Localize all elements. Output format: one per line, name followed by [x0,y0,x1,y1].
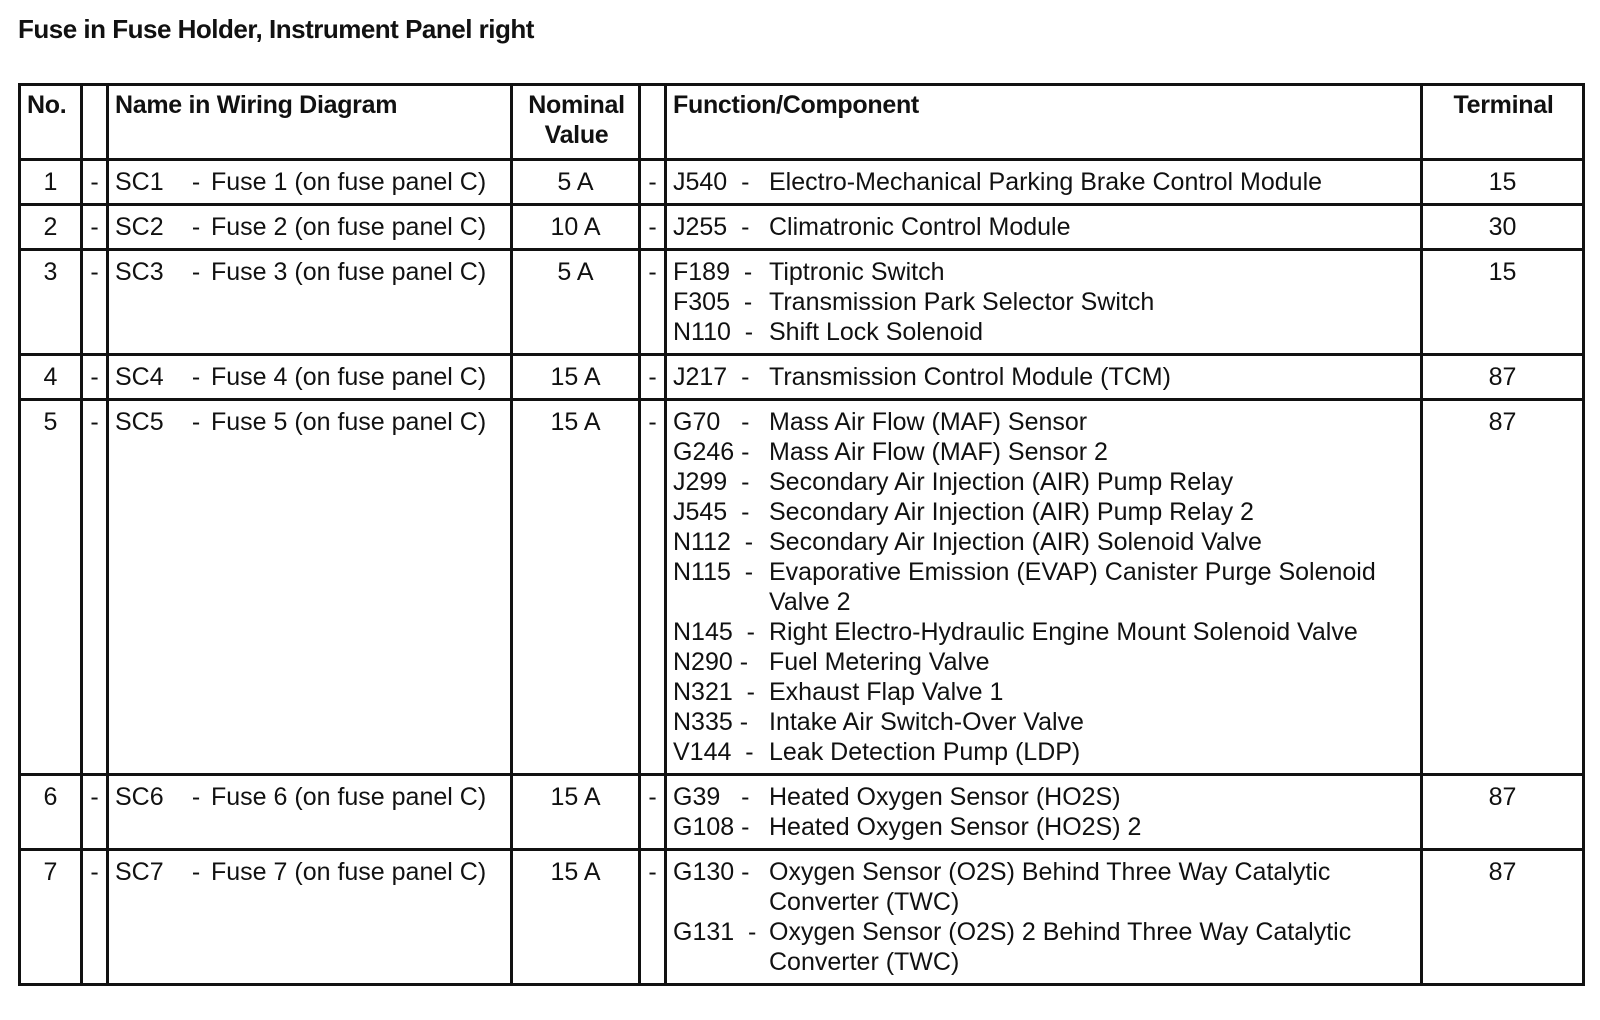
component-line [673,212,1420,242]
header-name: Name in Wiring Diagram [108,85,512,160]
wiring-name [108,400,512,775]
component-description: Exhaust Flap Valve 1 [769,678,1004,706]
component-line [673,617,1420,647]
nominal-value: 15 A [512,400,640,775]
component-description: Evaporative Emission (EVAP) Canister Purge Solenoid Valve 2 [769,558,1376,616]
component-code: N115 - [673,558,754,586]
component-code: J299 - [673,468,750,496]
component-line [673,317,1420,347]
function-component [666,355,1422,400]
terminal: 87 [1422,355,1584,400]
component-description: Shift Lock Solenoid [769,318,984,346]
component-description: Secondary Air Injection (AIR) Pump Relay [769,468,1234,496]
table-row [20,850,1584,985]
fuse-name: Fuse 5 (on fuse panel C) [211,408,487,436]
component-description: Oxygen Sensor (O2S) Behind Three Way Catalytic Converter (TWC) [769,858,1331,916]
fuse-name: Fuse 1 (on fuse panel C) [211,168,487,196]
component-line [673,677,1420,707]
wiring-name [108,355,512,400]
terminal: 15 [1422,160,1584,205]
component-code: J255 - [673,213,750,241]
table-row [20,205,1584,250]
fuse-name: Fuse 3 (on fuse panel C) [211,258,487,286]
dash-cell: - [640,205,666,250]
function-component [666,850,1422,985]
component-code: N335 - [673,708,749,736]
component-code: F305 - [673,288,753,316]
component-line [673,707,1420,737]
dash-cell: - [640,160,666,205]
fuse-name: Fuse 2 (on fuse panel C) [211,213,487,241]
component-description: Heated Oxygen Sensor (HO2S) 2 [769,813,1142,841]
component-description: Secondary Air Injection (AIR) Solenoid Valve [769,528,1262,556]
header-row [20,85,1584,160]
dash-cell: - [640,400,666,775]
nominal-value: 15 A [512,355,640,400]
table-row [20,400,1584,775]
component-description: Right Electro-Hydraulic Engine Mount Solenoid Valve [769,618,1358,646]
separator: - [191,783,201,811]
component-code: G108 - [673,813,750,841]
terminal: 87 [1422,850,1584,985]
terminal: 30 [1422,205,1584,250]
component-code: N112 - [673,528,754,556]
header-nominal-line2: Value [544,121,609,149]
wiring-name [108,205,512,250]
fuse-number: 1 [20,160,82,205]
nominal-value: 10 A [512,205,640,250]
component-code: N145 - [673,618,755,646]
component-description: Transmission Park Selector Switch [769,288,1155,316]
separator: - [191,168,201,196]
wiring-name [108,850,512,985]
fuse-code: SC2 [115,213,164,241]
fuse-name: Fuse 7 (on fuse panel C) [211,858,487,886]
nominal-value: 5 A [512,160,640,205]
component-description: Heated Oxygen Sensor (HO2S) [769,783,1121,811]
header-terminal: Terminal [1422,85,1584,160]
dash-cell: - [82,850,108,985]
function-component [666,400,1422,775]
fuse-number: 5 [20,400,82,775]
component-code: N321 - [673,678,755,706]
header-nominal-line1: Nominal [528,91,625,119]
component-code: V144 - [673,738,754,766]
separator: - [191,363,201,391]
component-code: G246 - [673,438,750,466]
function-component [666,250,1422,355]
component-line [673,857,1420,917]
component-code: G39 - [673,783,750,811]
terminal: 87 [1422,400,1584,775]
fuse-name: Fuse 6 (on fuse panel C) [211,783,487,811]
component-code: G131 - [673,918,757,946]
dash-cell: - [640,250,666,355]
header-nominal [512,85,640,160]
component-description: Climatronic Control Module [769,213,1071,241]
component-code: N110 - [673,318,754,346]
component-line [673,737,1420,767]
separator: - [191,408,201,436]
component-code: G70 - [673,408,750,436]
dash-cell: - [82,250,108,355]
component-code: F189 - [673,258,753,286]
component-code: J545 - [673,498,750,526]
function-component [666,160,1422,205]
fuse-name: Fuse 4 (on fuse panel C) [211,363,487,391]
component-line [673,437,1420,467]
table-row [20,355,1584,400]
wiring-name [108,160,512,205]
component-line [673,557,1420,617]
fuse-table [18,83,1585,986]
wiring-name [108,775,512,850]
fuse-code: SC7 [115,858,164,886]
component-code: N290 - [673,648,749,676]
dash-cell: - [82,160,108,205]
header-no: No. [20,85,82,160]
dash-cell: - [82,355,108,400]
component-description: Transmission Control Module (TCM) [769,363,1171,391]
component-code: J217 - [673,363,750,391]
dash-cell: - [640,355,666,400]
fuse-number: 3 [20,250,82,355]
dash-cell: - [640,775,666,850]
dash-cell: - [640,850,666,985]
function-component [666,205,1422,250]
component-line [673,167,1420,197]
component-line [673,287,1420,317]
separator: - [191,213,201,241]
dash-cell: - [82,775,108,850]
component-line [673,527,1420,557]
component-line [673,257,1420,287]
fuse-number: 6 [20,775,82,850]
function-component [666,775,1422,850]
fuse-number: 7 [20,850,82,985]
component-description: Oxygen Sensor (O2S) 2 Behind Three Way Catalytic Converter (TWC) [769,918,1352,976]
component-description: Secondary Air Injection (AIR) Pump Relay 2 [769,498,1254,526]
header-function: Function/Component [666,85,1422,160]
fuse-number: 4 [20,355,82,400]
terminal: 87 [1422,775,1584,850]
component-description: Mass Air Flow (MAF) Sensor 2 [769,438,1108,466]
separator: - [191,258,201,286]
table-row [20,250,1584,355]
nominal-value: 5 A [512,250,640,355]
component-line [673,467,1420,497]
dash-cell: - [82,205,108,250]
fuse-code: SC5 [115,408,164,436]
wiring-name [108,250,512,355]
component-line [673,647,1420,677]
nominal-value: 15 A [512,850,640,985]
component-description: Fuel Metering Valve [769,648,990,676]
component-line [673,812,1420,842]
fuse-code: SC6 [115,783,164,811]
fuse-code: SC4 [115,363,164,391]
page-title: Fuse in Fuse Holder, Instrument Panel right [18,14,534,44]
component-line [673,407,1420,437]
component-description: Tiptronic Switch [769,258,945,286]
separator: - [191,858,201,886]
component-code: G130 - [673,858,750,886]
component-line [673,497,1420,527]
dash-cell: - [82,400,108,775]
table-row [20,160,1584,205]
header-dash-2 [640,85,666,160]
component-line [673,917,1420,977]
fuse-code: SC1 [115,168,164,196]
component-description: Mass Air Flow (MAF) Sensor [769,408,1088,436]
component-line [673,362,1420,392]
component-description: Electro-Mechanical Parking Brake Control Module [769,168,1323,196]
header-dash [82,85,108,160]
table-row [20,775,1584,850]
terminal: 15 [1422,250,1584,355]
component-description: Leak Detection Pump (LDP) [769,738,1081,766]
component-line [673,782,1420,812]
fuse-number: 2 [20,205,82,250]
component-description: Intake Air Switch-Over Valve [769,708,1084,736]
fuse-code: SC3 [115,258,164,286]
nominal-value: 15 A [512,775,640,850]
component-code: J540 - [673,168,750,196]
